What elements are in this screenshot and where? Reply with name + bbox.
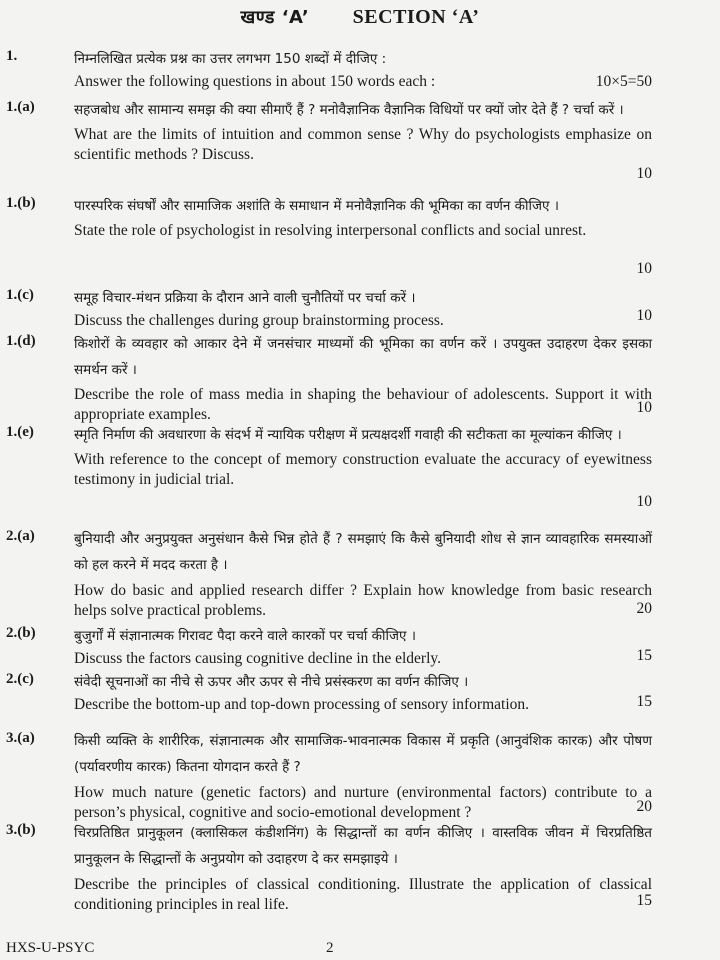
question-text-hindi: सहजबोध और सामान्य समझ की क्या सीमाएँ हैं ? मनोवैज्ञानिक वैज्ञानिक विधियों पर क्यों जोर देते हैं ? चर्चा करें । (74, 102, 624, 118)
question-number: 3.(a) (6, 730, 35, 746)
question-marks: 10 (636, 399, 652, 416)
question-text-english-line: Answer the following questions in about 150 words each : (74, 73, 436, 90)
question-marks: 20 (636, 798, 652, 815)
question-text-english: What are the limits of intuition and common sense ? Why do psychologists emphasize on scientific methods ? Discuss. (74, 126, 652, 163)
question-text-hindi: समूह विचार-मंथन प्रक्रिया के दौरान आने वाली चुनौतियों पर चर्चा करें । (74, 290, 416, 306)
paper-code: HXS-U-PSYC (6, 940, 95, 956)
question-text-hindi: निम्नलिखित प्रत्येक प्रश्न का उत्तर लगभग 150 शब्दों में दीजिए : (74, 51, 387, 67)
question-marks: 10 (636, 165, 652, 182)
question-body (74, 669, 652, 715)
question-body (74, 97, 652, 164)
question-marks: 10 (636, 493, 652, 510)
question-marks: 15 (636, 647, 652, 664)
question-text-english: How much nature (genetic factors) and nurture (environmental factors) contribute to a person’s physical, cognitive and socio-emotional development ? (74, 784, 652, 821)
question-text-hindi: बुनियादी और अनुप्रयुक्त अनुसंधान कैसे भिन्न होते हैं ? समझाएं कि कैसे बुनियादी शोध से ज्ञान व्यावहारिक समस्याओं को हल करने में मदद करता है । (74, 531, 652, 573)
question-text-hindi: किशोरों के व्यवहार को आकार देने में जनसंचार माध्यमों की भूमिका का वर्णन करें । उपयुक्त उदाहरण देकर इसका समर्थन करें । (74, 336, 652, 378)
question-text-hindi: चिरप्रतिष्ठित प्रानुकूलन (क्लासिकल कंडीशनिंग) के सिद्धान्तों का वर्णन कीजिए । वास्तविक जीवन में चिरप्रतिष्ठित प्रानुकूलन के सिद्धान्तों के अनुप्रयोग को उदाहरण दे कर समझाइये । (74, 825, 652, 867)
question-number: 2.(a) (6, 528, 35, 544)
question-text-english: Discuss the challenges during group brainstorming process. (74, 312, 444, 329)
question-number: 2.(c) (6, 671, 34, 687)
question-number: 1.(a) (6, 99, 35, 115)
question-marks: 15 (636, 693, 652, 710)
question-body (74, 46, 652, 92)
question-marks: 10×5=50 (595, 73, 652, 90)
question-text-hindi: संवेदी सूचनाओं का नीचे से ऊपर और ऊपर से नीचे प्रसंस्करण का वर्णन कीजिए । (74, 674, 469, 690)
question-number: 3.(b) (6, 822, 36, 838)
question-text-english (74, 72, 652, 92)
question-body (74, 422, 652, 489)
question-text-english: How do basic and applied research differ ? Explain how knowledge from basic research helps solve practical problems. (74, 582, 652, 619)
question-text-english: Describe the bottom-up and top-down processing of sensory information. (74, 696, 530, 713)
section-header (0, 5, 720, 29)
question-marks: 15 (636, 892, 652, 909)
question-number: 1.(b) (6, 195, 36, 211)
question-text-english: With reference to the concept of memory construction evaluate the accuracy of eyewitness testimony in judicial trial. (74, 451, 652, 488)
question-marks: 10 (636, 260, 652, 277)
question-number: 1.(e) (6, 424, 34, 440)
question-body (74, 526, 652, 620)
question-number: 1. (6, 48, 18, 64)
question-number: 1.(c) (6, 287, 34, 303)
question-text-english: State the role of psychologist in resolving interpersonal conflicts and social unrest. (74, 222, 587, 239)
section-title-hindi: खण्ड ‘A’ (240, 7, 310, 28)
question-body (74, 193, 652, 241)
question-body (74, 728, 652, 822)
question-text-english: Describe the role of mass media in shaping the behaviour of adolescents. Support it with appropriate examples. (74, 386, 652, 423)
question-marks: 10 (636, 307, 652, 324)
section-title-english: SECTION ‘A’ (352, 6, 480, 28)
question-text-english: Describe the principles of classical conditioning. Illustrate the application of classical conditioning principles in real life. (74, 876, 652, 913)
question-text-hindi: किसी व्यक्ति के शारीरिक, संज्ञानात्मक और सामाजिक-भावनात्मक विकास में प्रकृति (आनुवंशिक कारक) और पोषण (पर्यावरणीय कारक) कितना योगदान करते हैं ? (74, 733, 652, 775)
question-body (74, 820, 652, 914)
question-text-english: Discuss the factors causing cognitive decline in the elderly. (74, 650, 442, 667)
question-text-hindi: पारस्परिक संघर्षों और सामाजिक अशांति के समाधान में मनोवैज्ञानिक की भूमिका का वर्णन कीजिए । (74, 198, 559, 214)
question-text-hindi: बुजुर्गों में संज्ञानात्मक गिरावट पैदा करने वाले कारकों पर चर्चा कीजिए । (74, 628, 416, 644)
page-number: 2 (326, 940, 334, 956)
question-number: 2.(b) (6, 625, 36, 641)
question-number: 1.(d) (6, 333, 36, 349)
question-body (74, 285, 652, 331)
question-text-hindi: स्मृति निर्माण की अवधारणा के संदर्भ में न्यायिक परीक्षण में प्रत्यक्षदर्शी गवाही की सटीकता का मूल्यांकन कीजिए । (74, 427, 622, 443)
question-marks: 20 (636, 600, 652, 617)
question-body (74, 623, 652, 669)
question-body (74, 331, 652, 424)
